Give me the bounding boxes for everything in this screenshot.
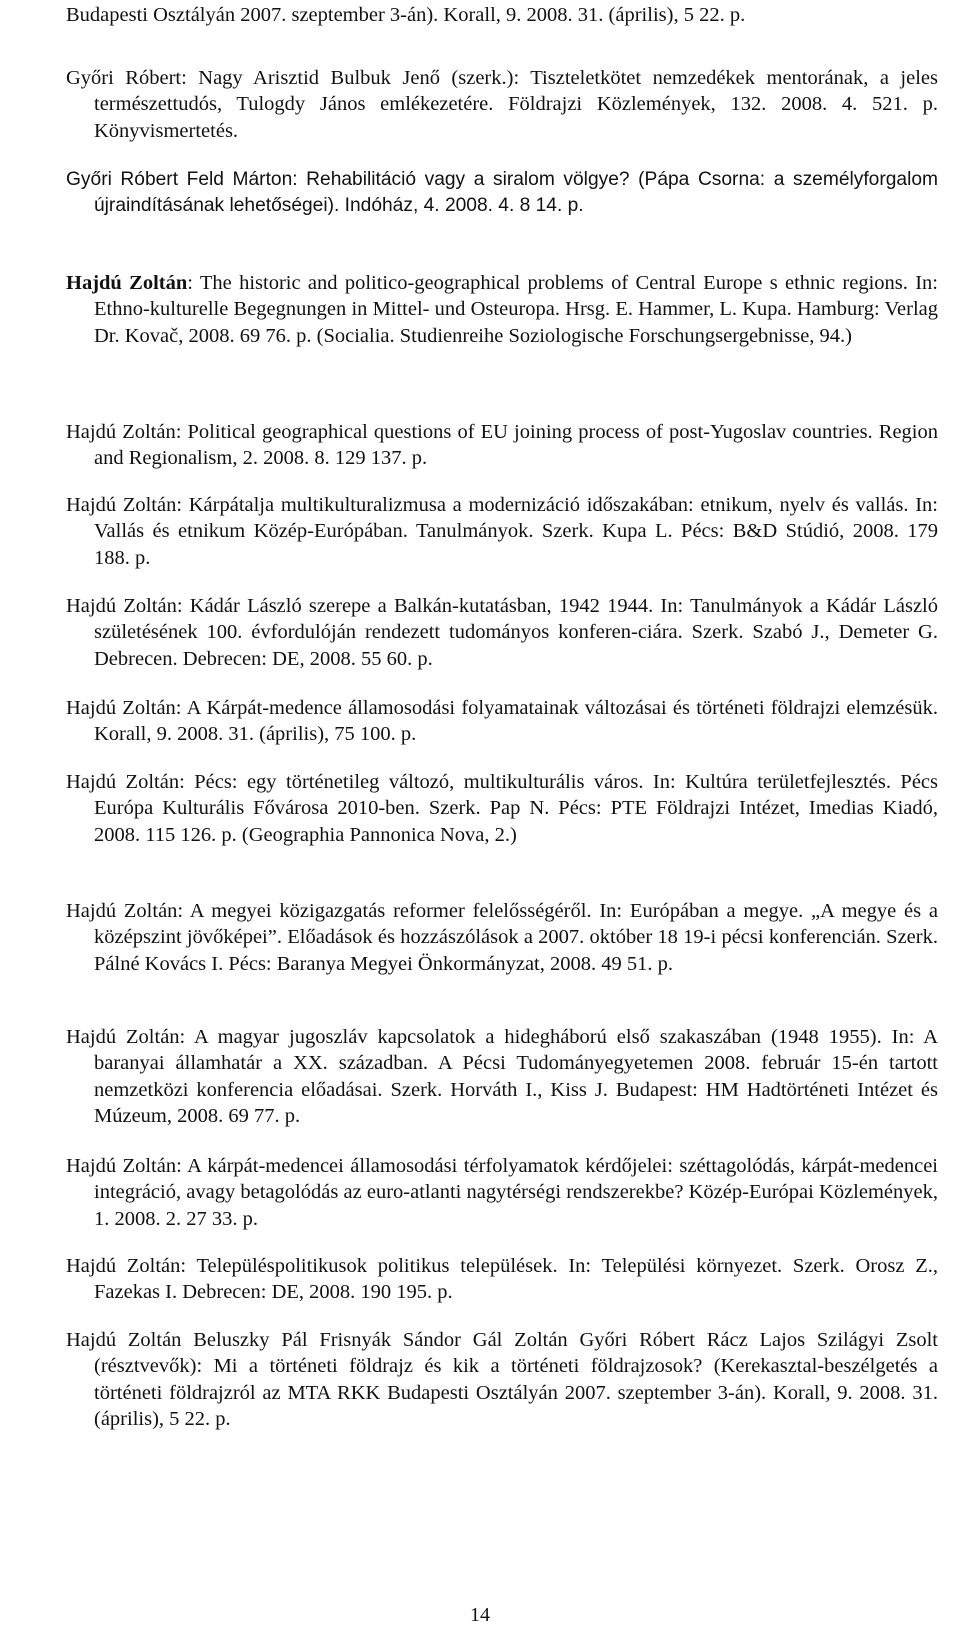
page-number: 14 xyxy=(470,1604,490,1626)
bibliography-entry: Hajdú Zoltán: Településpolitikusok politikus települések. In: Települési környezet. Szerk. Orosz Z., Fazekas I. Debrecen: DE, 2008. 190 195. p. xyxy=(66,1255,938,1304)
bibliography-entry: Hajdú Zoltán: A Kárpát-medence államosodási folyamatainak változásai és történeti földrajzi elemzésük. Korall, 9. 2008. 31. (április), 75 100. p. xyxy=(66,697,938,746)
entry-text: : The historic and politico-geographical problems of Central Europe s ethnic regions. In: Ethno-kulturelle Begegnungen in Mittel- und Osteuropa. Hrsg. E. Hammer, L. Kupa. Hamburg: Verlag Dr. Kovač, 2008. 69 76. p. (Socialia. Studienreihe Soziologische Forschungsergebnisse, 94.) xyxy=(94,272,938,347)
bibliography-entry: Budapesti Osztályán 2007. szeptember 3-án). Korall, 9. 2008. 31. (április), 5 22. p. xyxy=(66,4,746,26)
bibliography-entry: Hajdú Zoltán Beluszky Pál Frisnyák Sándor Gál Zoltán Győri Róbert Rácz Lajos Szilágyi Zsolt (résztvevők): Mi a történeti földrajz és kik a történeti földrajzosok? (Kerekasztal-beszélgetés a történeti földrajzról az MTA RKK Budapesti Osztályán 2007. szeptember 3-án). Korall, 9. 2008. 31. (április), 5 22. p. xyxy=(66,1329,938,1431)
bibliography-entry: Győri Róbert: Nagy Arisztid Bulbuk Jenő (szerk.): Tiszteletkötet nemzedékek mentorának, a jeles természettudós, Tulogdy János emlékezetére. Földrajzi Közlemények, 132. 2008. 4. 521. p. Könyvismertetés. xyxy=(66,67,938,142)
bibliography-entry xyxy=(66,270,938,349)
bibliography-entry: Hajdú Zoltán: A kárpát-medencei államosodási térfolyamatok kérdőjelei: széttagolódás, kárpát-medencei integráció, avagy betagolódás az euro-atlanti nagytérségi rendszerekbe? Közép-Európai Közlemények, 1. 2008. 2. 27 33. p. xyxy=(66,1155,938,1230)
bibliography-entry: Hajdú Zoltán: A megyei közigazgatás reformer felelősségéről. In: Európában a megye. „A megye és a középszint jövőképei”. Előadások és hozzászólások a 2007. október 18 19-i pécsi konferencián. Szerk. Pálné Kovács I. Pécs: Baranya Megyei Önkormányzat, 2008. 49 51. p. xyxy=(66,900,938,975)
bibliography-entry: Hajdú Zoltán: Kádár László szerepe a Balkán-kutatásban, 1942 1944. In: Tanulmányok a Kádár László születésének 100. évfordulóján rendezett tudományos konferen-ciára. Szerk. Szabó J., Demeter G. Debrecen. Debrecen: DE, 2008. 55 60. p. xyxy=(66,595,938,670)
bibliography-entry: Győri Róbert Feld Márton: Rehabilitáció vagy a siralom völgye? (Pápa Csorna: a személyforgalom újraindításának lehetőségei). Indóház, 4. 2008. 4. 8 14. p. xyxy=(66,169,938,217)
bibliography-entry: Hajdú Zoltán: Political geographical questions of EU joining process of post-Yugoslav countries. Region and Regionalism, 2. 2008. 8. 129 137. p. xyxy=(66,421,938,470)
bibliography-entry: Hajdú Zoltán: Kárpátalja multikulturalizmusa a modernizáció időszakában: etnikum, nyelv és vallás. In: Vallás és etnikum Közép-Európában. Tanulmányok. Szerk. Kupa L. Pécs: B&D Stúdió, 2008. 179 188. p. xyxy=(66,494,938,569)
bibliography-entry: Hajdú Zoltán: A magyar jugoszláv kapcsolatok a hidegháború első szakaszában (1948 1955). In: A baranyai államhatár a XX. században. A Pécsi Tudományegyetemen 2008. február 15-én tartott nemzetközi konferencia előadásai. Szerk. Horváth I., Kiss J. Budapest: HM Hadtörténeti Intézet és Múzeum, 2008. 69 77. p. xyxy=(66,1026,938,1128)
bibliography-entry: Hajdú Zoltán: Pécs: egy történetileg változó, multikulturális város. In: Kultúra területfejlesztés. Pécs Európa Kulturális Fővárosa 2010-ben. Szerk. Pap N. Pécs: PTE Földrajzi Intézet, Imedias Kiadó, 2008. 115 126. p. (Geographia Pannonica Nova, 2.) xyxy=(66,771,938,846)
entry-author: Hajdú Zoltán xyxy=(66,272,188,294)
